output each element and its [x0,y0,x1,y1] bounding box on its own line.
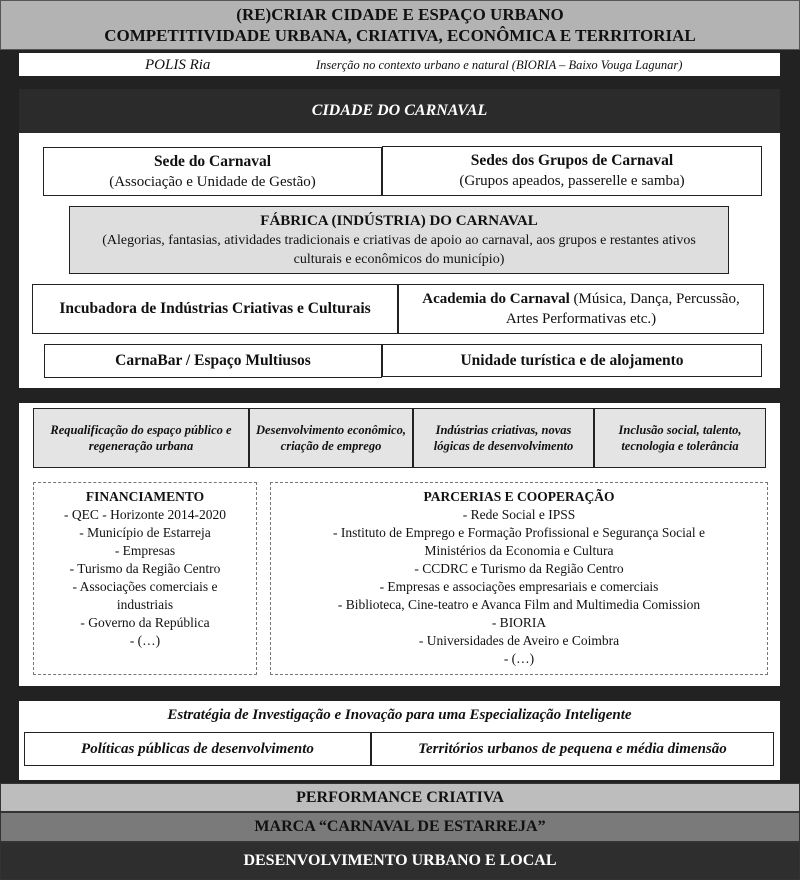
parcerias-item: - CCDRC e Turismo da Região Centro [414,561,624,576]
financiamento-item: - Município de Estarreja [79,525,211,540]
cidade-do-carnaval-header: CIDADE DO CARNAVAL [19,89,780,133]
financiamento-title: FINANCIAMENTO [85,489,205,504]
unidade-turistica-box [382,344,762,377]
carnabar-box [44,344,382,378]
desenvolvimento-urbano-band: DESENVOLVIMENTO URBANO E LOCAL [0,842,800,880]
polis-label: POLIS Ria [145,57,211,73]
sede-do-carnaval-subtitle: (Associação e Unidade de Gestão) [109,173,316,190]
incubadora-label: Incubadora de Indústrias Criativas e Culturais [59,300,371,317]
sedes-grupos-box [382,146,762,196]
parcerias-item: - (…) [503,651,535,666]
financiamento-box [33,482,257,675]
financiamento-item: - Empresas [114,543,176,558]
marca-carnaval-band: MARCA “CARNAVAL DE ESTARREJA” [0,812,800,842]
sede-do-carnaval-box [43,147,382,196]
performance-criativa-band: PERFORMANCE CRIATIVA [0,783,800,812]
parcerias-box [270,482,768,675]
top-banner [0,0,800,50]
top-banner-line1: (RE)CRIAR CIDADE E ESPAÇO URBANO [236,5,564,24]
financiamento-item: - QEC - Horizonte 2014-2020 [64,507,226,522]
fabrica-title: FÁBRICA (INDÚSTRIA) DO CARNAVAL [260,213,538,229]
sedes-grupos-subtitle: (Grupos apeados, passerelle e samba) [459,173,685,189]
unidade-turistica-label: Unidade turística e de alojamento [460,351,684,369]
strategy-territorios-urbanos: Territórios urbanos de pequena e média dimensão [371,732,774,766]
academia-subtitle: (Música, Dança, Percussão, Artes Performativas etc.) [505,291,740,327]
financiamento-item: - Turismo da Região Centro [69,561,221,576]
strategy-title: Estratégia de Investigação e Inovação para uma Especialização Inteligente [167,707,632,723]
parcerias-item: - Rede Social e IPSS [462,507,576,522]
carnabar-label: CarnaBar / Espaço Multiusos [115,352,311,369]
fabrica-do-carnaval-box [69,206,729,274]
pillar-desenvolvimento: Desenvolvimento econômico, criação de emprego [249,408,413,468]
parcerias-item: - BIORIA [491,615,547,630]
parcerias-item: - Empresas e associações empresariais e comerciais [379,579,659,594]
financiamento-item: - Governo da República [80,615,210,630]
pillar-inclusao-social: Inclusão social, talento, tecnologia e tolerância [594,408,766,468]
financiamento-item: - Associações comerciais e industriais [72,579,218,612]
strategy-politicas-publicas: Políticas públicas de desenvolvimento [24,732,371,766]
sedes-grupos-title: Sedes dos Grupos de Carnaval [470,152,674,169]
fabrica-subtitle: (Alegorias, fantasias, atividades tradicionais e criativas de apoio ao carnaval, aos grupos e restantes ativos culturais e econômicos do município) [102,233,696,267]
pillar-industrias-criativas: Indústrias criativas, novas lógicas de desenvolvimento [413,408,594,468]
academia-title: Academia do Carnaval [422,291,570,307]
incubadora-box [32,284,398,334]
parcerias-item: - Biblioteca, Cine-teatro e Avanca Film and Multimedia Comission [337,597,701,612]
top-banner-line2: COMPETITIVIDADE URBANA, CRIATIVA, ECONÔMICA E TERRITORIAL [104,26,696,45]
parcerias-item: - Instituto de Emprego e Formação Profissional e Segurança Social e Ministérios da Economia e Cultura [333,525,705,558]
pillar-requalificacao: Requalificação do espaço público e regeneração urbana [33,408,249,468]
parcerias-title: PARCERIAS E COOPERAÇÃO [423,489,615,504]
sede-do-carnaval-title: Sede do Carnaval [153,152,272,170]
financiamento-item: - (…) [129,633,161,648]
parcerias-item: - Universidades de Aveiro e Coimbra [418,633,620,648]
academia-box [398,284,764,334]
polis-context: Inserção no contexto urbano e natural (BIORIA – Baixo Vouga Lagunar) [316,58,683,72]
academia-text [409,289,753,329]
